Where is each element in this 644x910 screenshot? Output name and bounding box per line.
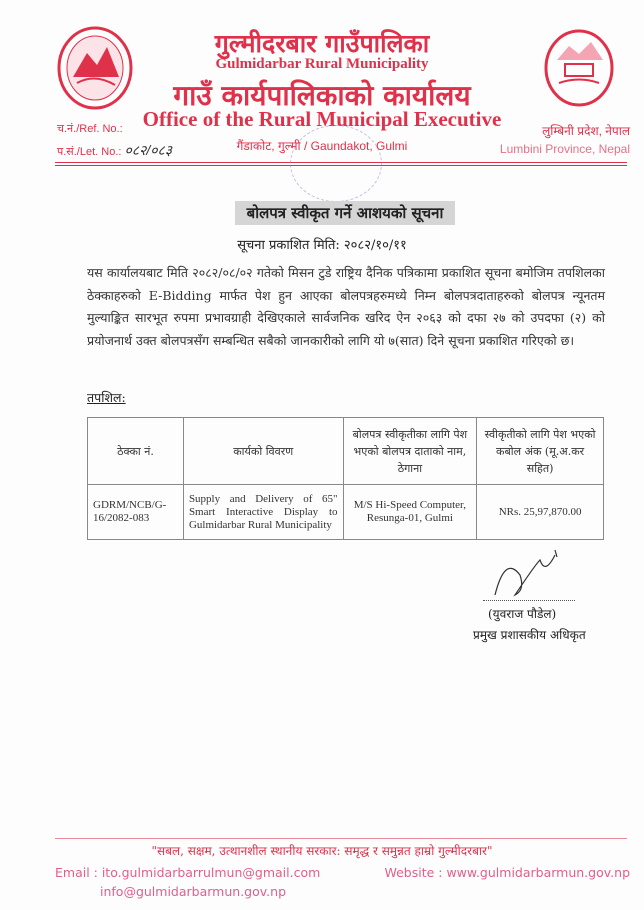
col-bidder: बोलपत्र स्वीकृतीका लागि पेश भएको बोलपत्र दाताको नाम, ठेगाना [343, 418, 477, 485]
signature-icon [485, 545, 575, 605]
province-np: लुम्बिनी प्रदेश, नेपाल [542, 124, 630, 138]
footer-website[interactable]: Website : www.gulmidarbarmun.gov.np [384, 865, 630, 880]
details-label: तपशिल: [87, 390, 126, 405]
let-no-value: ०८२/०८३ [124, 142, 173, 158]
office-seal-stamp [290, 125, 382, 202]
office-location: गैंडाकोट, गुल्मी / Gaundakot, Gulmi [236, 139, 408, 153]
footer-email[interactable]: Email : ito.gulmidarbarrulmun@gmail.com [55, 865, 321, 880]
municipality-name-en: Gulmidarbar Rural Municipality [215, 56, 429, 72]
bidder-cell: M/S Hi-Speed Computer, Resunga-01, Gulmi [343, 485, 477, 540]
contract-no-cell: GDRM/NCB/G-16/2082-083 [88, 485, 184, 540]
table-header-row [88, 418, 604, 485]
col-description: कार्यको विवरण [183, 418, 343, 485]
notice-body: यस कार्यालयबाट मिति २०८२/०८/०२ गतेको मिसन टुडे राष्ट्रिय दैनिक पत्रिकामा प्रकाशित सूचना बमोजिम तपशिलका ठेक्काहरुको E-Bidding मार्फत पेश हुन आएका बोलपत्रहरुमध्ये निम्न बोलपत्रदाताहरुको बोलपत्र न्यूनतम मुल्याङ्कित सारभूत रुपमा प्रभावग्राही देखिएकाले सार्वजनिक खरिद ऐन २०६३ को दफा २७ को उपदफा (२) को प्रयोजनार्थ उक्त बोलपत्रसँग सम्बन्धित सबैको जानकारीको लागि यो ७(सात) दिने सूचना प्रकाशित गरिएको छ। [87, 265, 605, 348]
table-row [88, 485, 604, 540]
province-en: Lumbini Province, Nepal [499, 142, 630, 156]
footer-email-2[interactable]: info@gulmidarbarmun.gov.np [100, 884, 287, 899]
notice-date: सूचना प्रकाशित मिति: २०८२/१०/११ [237, 238, 407, 253]
office-name-np: गाउँ कार्यपालिकाको कार्यालय [173, 79, 471, 112]
ref-no-label: च.नं./Ref. No.: [57, 123, 123, 135]
office-name-en: Office of the Rural Municipal Executive [142, 107, 502, 131]
signatory-name: (युवराज पौडेल) [488, 607, 557, 621]
municipality-name-np: गुल्मीदरबार गाउँपालिका [214, 29, 430, 58]
footer-motto: "सबल, सक्षम, उत्थानशील स्थानीय सरकार: समृद्ध र समुन्नत हाम्रो गुल्मीदरबार" [151, 844, 493, 858]
amount-cell: NRs. 25,97,870.00 [477, 485, 604, 540]
description-cell: Supply and Delivery of 65" Smart Interactive Display to Gulmidarbar Rural Municipality [183, 485, 343, 540]
footer-divider [55, 838, 627, 839]
notice-title: बोलपत्र स्वीकृत गर्ने आशयको सूचना [235, 201, 455, 225]
col-contract-no: ठेक्का नं. [88, 418, 184, 485]
signatory-title: प्रमुख प्रशासकीय अधिकृत [473, 628, 586, 642]
let-no-label: प.सं./Let. No.: [57, 146, 122, 158]
bid-table [87, 417, 604, 540]
signature-line [483, 600, 575, 601]
col-amount: स्वीकृतीको लागि पेश भएको कबोल अंक (मू.अ.कर सहित) [477, 418, 604, 485]
let-no-row [57, 141, 172, 160]
